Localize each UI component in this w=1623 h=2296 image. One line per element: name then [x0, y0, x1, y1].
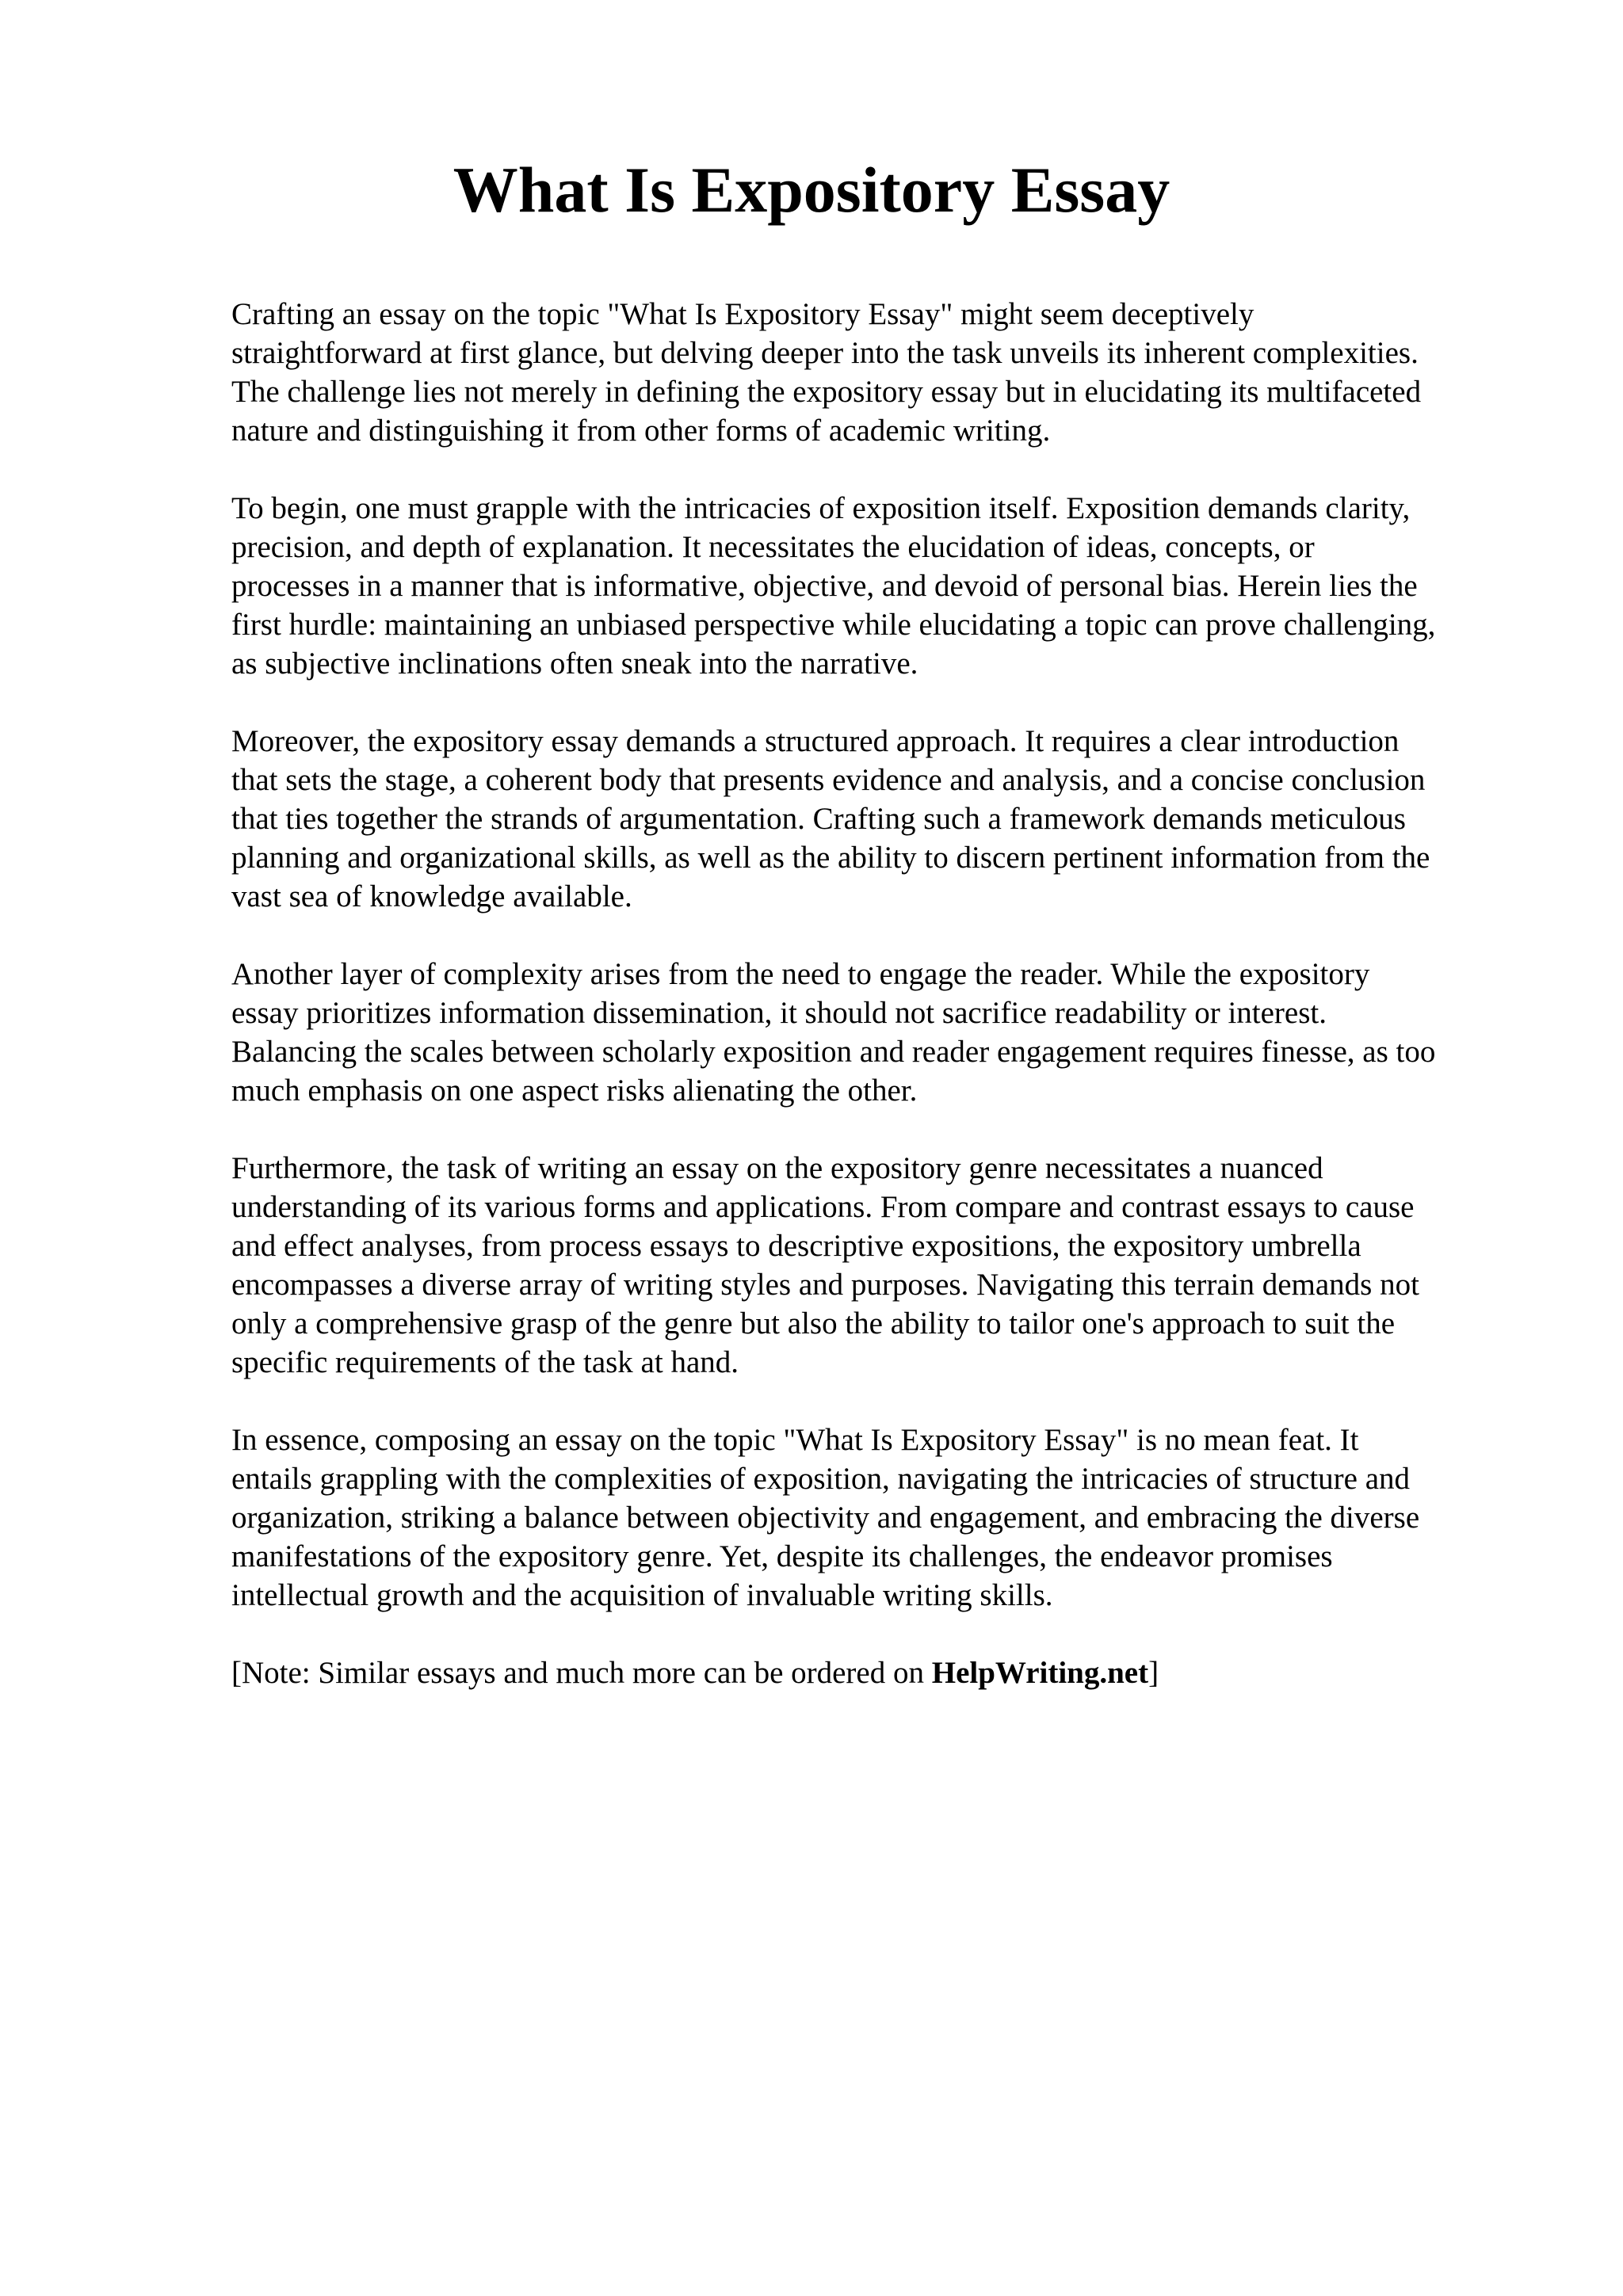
paragraph-line: planning and organizational skills, as well as the ability to discern pertinent information from the: [231, 841, 1430, 875]
paragraph-line: organization, striking a balance between objectivity and engagement, and embracing the diverse: [231, 1501, 1420, 1535]
paragraph-line: To begin, one must grapple with the intricacies of exposition itself. Exposition demands clarity,: [231, 491, 1411, 525]
note-closing-bracket: ]: [1148, 1656, 1159, 1690]
paragraph-line: entails grappling with the complexities of exposition, navigating the intricacies of structure and: [231, 1462, 1411, 1496]
paragraph-line: intellectual growth and the acquisition of invaluable writing skills.: [231, 1578, 1053, 1612]
paragraph-line: as subjective inclinations often sneak into the narrative.: [231, 646, 918, 681]
paragraph-line: only a comprehensive grasp of the genre but also the ability to tailor one's approach to suit the: [231, 1306, 1396, 1341]
paragraph-line: first hurdle: maintaining an unbiased perspective while elucidating a topic can prove challenging,: [231, 608, 1436, 642]
paragraph-line: that sets the stage, a coherent body that presents evidence and analysis, and a concise conclusion: [231, 763, 1426, 797]
paragraph-line: Moreover, the expository essay demands a structured approach. It requires a clear introduction: [231, 724, 1400, 758]
paragraph-4: [231, 955, 1523, 1110]
paragraph-line: much emphasis on one aspect risks alienating the other.: [231, 1074, 918, 1108]
paragraph-line: essay prioritizes information dissemination, it should not sacrifice readability or interest.: [231, 996, 1327, 1030]
paragraph-line: precision, and depth of explanation. It necessitates the elucidation of ideas, concepts, or: [231, 530, 1315, 564]
paragraph-line: straightforward at first glance, but delving deeper into the task unveils its inherent complexities.: [231, 336, 1419, 370]
paragraph-line: processes in a manner that is informative, objective, and devoid of personal bias. Herein lies the: [231, 569, 1418, 603]
paragraph-line: Balancing the scales between scholarly exposition and reader engagement requires finesse, as too: [231, 1035, 1436, 1069]
note-paragraph: [231, 1653, 1523, 1692]
paragraph-line: specific requirements of the task at hand.: [231, 1345, 739, 1379]
paragraph-5: [231, 1149, 1523, 1382]
paragraph-1: [231, 295, 1523, 450]
paragraph-line: and effect analyses, from process essays to descriptive expositions, the expository umbrella: [231, 1229, 1361, 1263]
paragraph-line: nature and distinguishing it from other forms of academic writing.: [231, 414, 1051, 448]
paragraph-line: understanding of its various forms and applications. From compare and contrast essays to cause: [231, 1190, 1415, 1224]
paragraph-line: that ties together the strands of argumentation. Crafting such a framework demands meticulous: [231, 802, 1406, 836]
paragraph-line: Another layer of complexity arises from the need to engage the reader. While the expository: [231, 957, 1370, 991]
document-body: [231, 295, 1523, 1731]
paragraph-line: Crafting an essay on the topic "What Is Expository Essay" might seem deceptively: [231, 297, 1254, 331]
note-text: [Note: Similar essays and much more can be ordered on: [231, 1656, 924, 1690]
paragraph-3: [231, 722, 1523, 916]
paragraph-line: The challenge lies not merely in defining the expository essay but in elucidating its multifaceted: [231, 375, 1422, 409]
paragraph-line: Furthermore, the task of writing an essay on the expository genre necessitates a nuanced: [231, 1151, 1323, 1185]
paragraph-2: [231, 489, 1523, 683]
paragraph-line: vast sea of knowledge available.: [231, 879, 632, 913]
paragraph-line: In essence, composing an essay on the topic "What Is Expository Essay" is no mean feat. It: [231, 1423, 1359, 1457]
paragraph-line: encompasses a diverse array of writing styles and purposes. Navigating this terrain demands not: [231, 1268, 1419, 1302]
document-title: What Is Expository Essay: [453, 154, 1170, 226]
helpwriting-link[interactable]: HelpWriting.net: [931, 1656, 1149, 1690]
paragraph-line: manifestations of the expository genre. Yet, despite its challenges, the endeavor promises: [231, 1539, 1333, 1573]
paragraph-6: [231, 1421, 1523, 1615]
